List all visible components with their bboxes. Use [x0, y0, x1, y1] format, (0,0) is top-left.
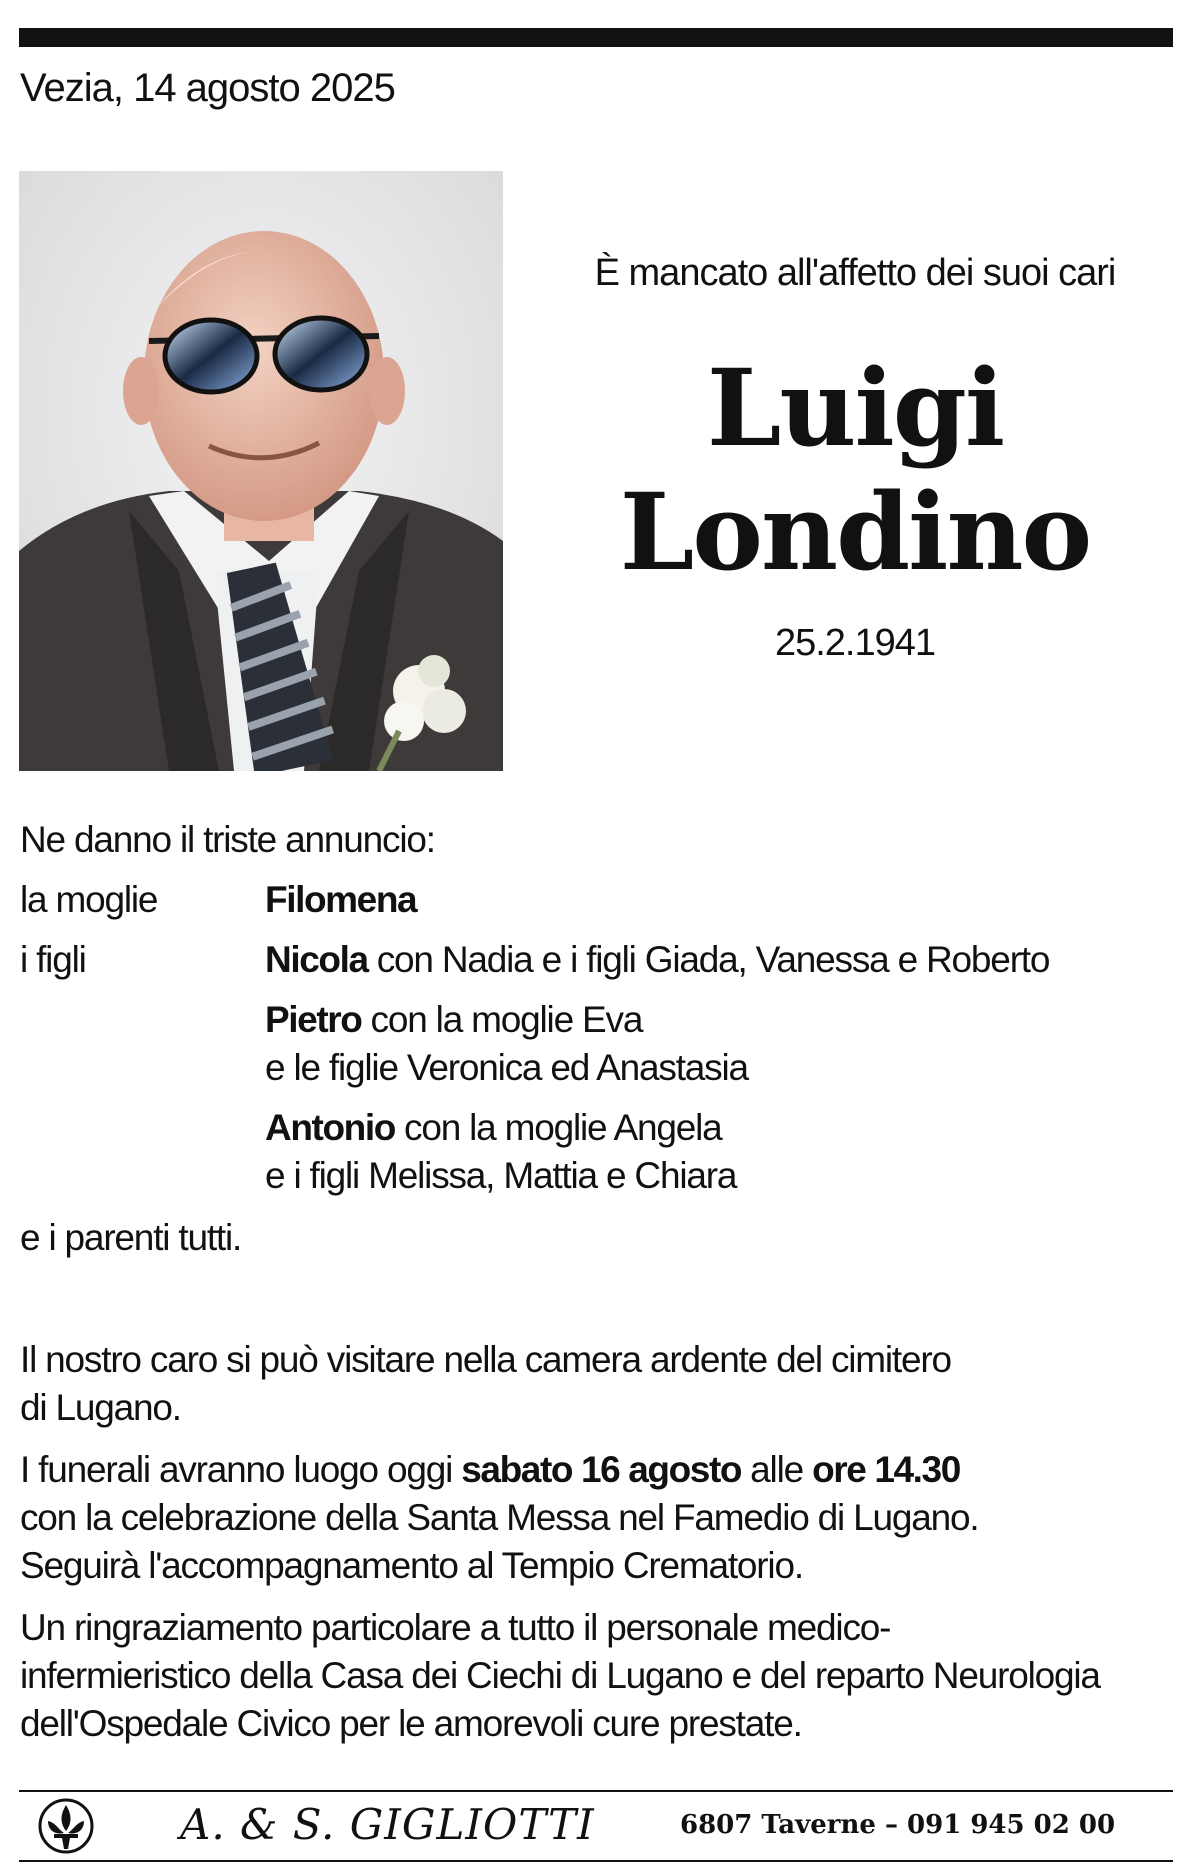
- relation-label: la moglie: [20, 879, 158, 920]
- family-entry: [265, 996, 1170, 1092]
- funeral-day: sabato 16 agosto: [461, 1449, 742, 1490]
- thanks-line: Un ringraziamento particolare a tutto il personale medico-: [20, 1607, 891, 1648]
- family-row-wife: [20, 876, 1170, 924]
- last-name: Londino: [619, 469, 1091, 594]
- thanks-line: dell'Ospedale Civico per le amorevoli cure prestate.: [20, 1703, 802, 1744]
- thanks-line: infermieristico della Casa dei Ciechi di Lugano e del reparto Neurologia: [20, 1655, 1100, 1696]
- fleur-de-lis-icon: [36, 1797, 96, 1855]
- family-member-name: Pietro: [265, 999, 362, 1040]
- family-member-detail: con Nadia e i figli Giada, Vanessa e Roberto: [367, 939, 1050, 980]
- portrait-illustration: [19, 171, 503, 771]
- family-member-name: Filomena: [265, 879, 417, 920]
- thanks-paragraph: [20, 1604, 1180, 1748]
- funeral-line: Seguirà l'accompagnamento al Tempio Crematorio.: [20, 1545, 803, 1586]
- family-row-children: [20, 996, 1170, 1092]
- funeral-text: alle: [741, 1449, 813, 1490]
- funeral-paragraph: [20, 1446, 1180, 1590]
- place-date: Vezia, 14 agosto 2025: [20, 66, 395, 110]
- family-row-children: [20, 1104, 1170, 1200]
- family-entry: [265, 876, 1170, 924]
- relatives-line: e i parenti tutti.: [20, 1217, 242, 1258]
- relation-label: i figli: [20, 939, 86, 980]
- funeral-home-name: A. & S. GIGLIOTTI: [180, 1800, 595, 1849]
- intro-line: È mancato all'affetto dei suoi cari: [594, 252, 1116, 294]
- family-member-detail: e i figli Melissa, Mattia e Chiara: [265, 1155, 737, 1196]
- birth-date: 25.2.1941: [774, 622, 936, 664]
- footer-bottom-rule: [19, 1860, 1173, 1862]
- top-rule: [19, 28, 1173, 47]
- portrait-photo: [19, 171, 503, 771]
- family-entry: [265, 1104, 1170, 1200]
- family-member-name: Antonio: [265, 1107, 395, 1148]
- family-list: [20, 876, 1170, 1212]
- family-entry: [265, 936, 1170, 984]
- family-member-detail: con la moglie Angela: [394, 1107, 722, 1148]
- visit-line: di Lugano.: [20, 1387, 181, 1428]
- announcement-lead: Ne danno il triste annuncio:: [20, 819, 435, 860]
- funeral-line: con la celebrazione della Santa Messa nel Famedio di Lugano.: [20, 1497, 979, 1538]
- visit-paragraph: [20, 1336, 1180, 1432]
- family-member-detail: e le figlie Veronica ed Anastasia: [265, 1047, 748, 1088]
- family-member-detail: con la moglie Eva: [361, 999, 643, 1040]
- family-row-children: [20, 936, 1170, 984]
- footer-top-rule: [19, 1790, 1173, 1792]
- first-name: Luigi: [706, 345, 1004, 470]
- funeral-home-contact: 6807 Taverne – 091 945 02 00: [680, 1810, 1116, 1840]
- funeral-time: ore 14.30: [812, 1449, 960, 1490]
- funeral-text: I funerali avranno luogo oggi: [20, 1449, 462, 1490]
- family-member-name: Nicola: [265, 939, 368, 980]
- visit-line: Il nostro caro si può visitare nella camera ardente del cimitero: [20, 1339, 951, 1380]
